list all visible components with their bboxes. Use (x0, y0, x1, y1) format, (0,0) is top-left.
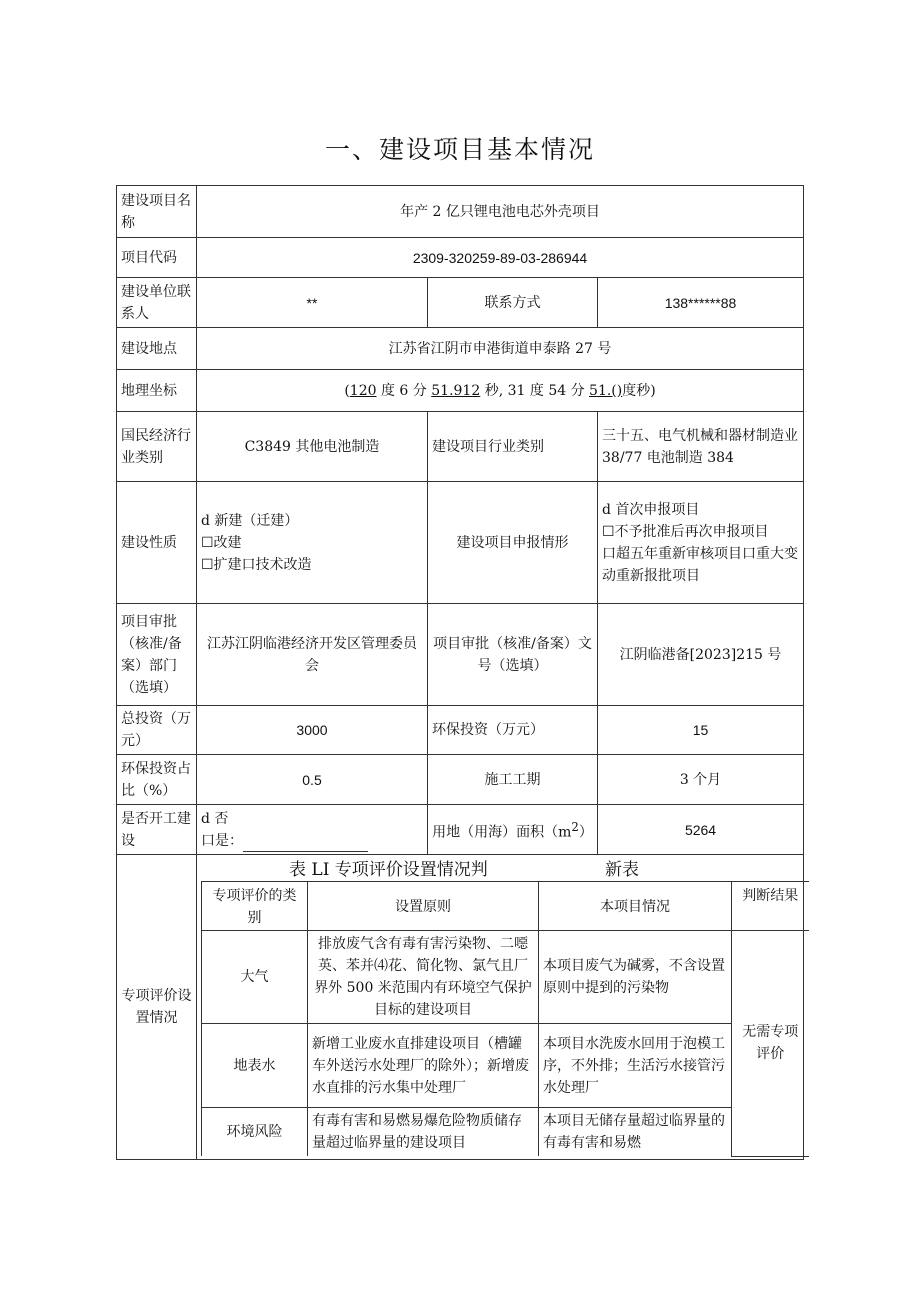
approval-doc-value: 江阴临港备[2023]215 号 (598, 604, 804, 706)
approval-doc-label: 项目审批（核准/备案）文号（选填） (428, 604, 598, 706)
coord-open: ( (344, 382, 350, 399)
special-header-result: 判断结果 (732, 882, 809, 931)
location-value: 江苏省江阴市申港街道申泰路 27 号 (197, 328, 804, 370)
special-situation-risk: 本项目无储存量超过临界量的有毒有害和易燃 (539, 1108, 732, 1157)
row-project-code (117, 238, 804, 278)
approval-label: 项目审批（核准/备案）部门（选填） (117, 604, 197, 706)
special-situation-air: 本项目废气为碱雾，不含设置原则中提到的污染物 (539, 931, 732, 1024)
industry-category-value: 三十五、电气机械和器材制造业 38/77 电池制造 384 (598, 412, 804, 482)
report-option-resubmit: ☐不予批准后再次申报项目 (602, 523, 769, 540)
contact-method-value: 138******88 (598, 278, 804, 328)
row-industry (117, 412, 804, 482)
special-header-principle: 设置原则 (308, 882, 539, 931)
special-principle-air: 排放废气含有毒有害污染物、二噁英、苯并⑷花、简化物、氯气且厂界外 500 米范围内有环境空气保护目标的建设项目 (308, 931, 539, 1024)
area-value: 5264 (598, 805, 804, 855)
special-row-surface-water (202, 1024, 809, 1108)
row-ratio (117, 755, 804, 805)
row-investment (117, 706, 804, 755)
coord-lon-sec: 51.912 (431, 382, 481, 399)
special-situation-surface-water: 本项目水洗废水回用于泡模工序，不外排；生活污水接管污水处理厂 (539, 1024, 732, 1108)
special-result: 无需专项评价 (732, 931, 809, 1157)
special-caption-left: 表 LI 专项评价设置情况判 (289, 860, 488, 880)
row-started (117, 805, 804, 855)
special-table-caption (201, 857, 799, 881)
nature-options (197, 482, 428, 604)
basic-info-table (116, 185, 804, 1160)
report-option-review: 口超五年重新审核项目口重大变动重新报批项目 (602, 545, 798, 584)
special-category-surface-water: 地表水 (202, 1024, 308, 1108)
special-category-air: 大气 (202, 931, 308, 1024)
coord-lat-sec: 51.() (589, 382, 623, 399)
area-label-text: 用地（用海）面积（m (432, 824, 572, 841)
row-nature (117, 482, 804, 604)
special-header-category: 专项评价的类别 (202, 882, 308, 931)
coord-end: 度秒) (622, 382, 656, 399)
nature-label: 建设性质 (117, 482, 197, 604)
coord-mid: 秒, 31 度 54 分 (480, 382, 590, 399)
project-code-value: 2309-320259-89-03-286944 (197, 238, 804, 278)
coordinates-label: 地理坐标 (117, 370, 197, 412)
area-label-sup: 2 (571, 819, 579, 834)
coord-lon-deg: 120 (349, 382, 377, 399)
period-value: 3 个月 (598, 755, 804, 805)
coordinates-value (197, 370, 804, 412)
special-category-risk: 环境风险 (202, 1108, 308, 1157)
project-name-value: 年产 2 亿只锂电池电芯外壳项目 (197, 186, 804, 238)
started-option-yes (201, 830, 423, 852)
started-label: 是否开工建设 (117, 805, 197, 855)
industry-category-label: 建设项目行业类别 (428, 412, 598, 482)
ratio-value: 0.5 (197, 755, 428, 805)
env-investment-value: 15 (598, 706, 804, 755)
report-option-first: d 首次申报项目 (602, 501, 700, 518)
report-options (598, 482, 804, 604)
special-header-situation: 本项目情况 (539, 882, 732, 931)
special-evaluation-table (201, 881, 809, 1157)
special-evaluation-cell (197, 855, 804, 1160)
period-label: 施工工期 (428, 755, 598, 805)
env-investment-label: 环保投资（万元） (428, 706, 598, 755)
special-principle-surface-water: 新增工业废水直排建设项目（槽罐车外送污水处理厂的除外）；新增废水直排的污水集中处理厂 (308, 1024, 539, 1108)
special-caption-right: 新表 (605, 860, 639, 880)
location-label: 建设地点 (117, 328, 197, 370)
row-contact (117, 278, 804, 328)
started-blank-line (243, 837, 368, 852)
row-special-evaluation (117, 855, 804, 1160)
special-header-row (202, 882, 809, 931)
contact-method-label: 联系方式 (428, 278, 598, 328)
started-option-no: d 否 (201, 810, 229, 827)
started-options (197, 805, 428, 855)
nature-option-expand: ☐扩建口技术改造 (201, 556, 312, 573)
project-name-label: 建设项目名称 (117, 186, 197, 238)
area-label-close: ） (578, 824, 593, 841)
special-evaluation-label: 专项评价设置情况 (117, 855, 197, 1160)
area-label (428, 805, 598, 855)
row-approval (117, 604, 804, 706)
investment-label: 总投资（万元） (117, 706, 197, 755)
row-location (117, 328, 804, 370)
row-project-name (117, 186, 804, 238)
special-row-air (202, 931, 809, 1024)
page-title: 一、建设项目基本情况 (324, 135, 595, 164)
coord-lon-mid: 度 6 分 (376, 382, 432, 399)
special-principle-risk: 有毒有害和易燃易爆危险物质储存量超过临界量的建设项目 (308, 1108, 539, 1157)
project-code-label: 项目代码 (117, 238, 197, 278)
contact-value: ** (197, 278, 428, 328)
ratio-label: 环保投资占比（%） (117, 755, 197, 805)
nature-option-rebuild: ☐改建 (201, 534, 242, 551)
industry-value: C3849 其他电池制造 (197, 412, 428, 482)
investment-value: 3000 (197, 706, 428, 755)
approval-value: 江苏江阴临港经济开发区管理委员会 (197, 604, 428, 706)
industry-label: 国民经济行业类别 (117, 412, 197, 482)
row-coordinates (117, 370, 804, 412)
contact-label: 建设单位联系人 (117, 278, 197, 328)
nature-option-new: d 新建（迁建） (201, 512, 299, 529)
report-label: 建设项目申报情形 (428, 482, 598, 604)
special-row-risk (202, 1108, 809, 1157)
started-option-yes-label: 口是： (201, 832, 243, 849)
